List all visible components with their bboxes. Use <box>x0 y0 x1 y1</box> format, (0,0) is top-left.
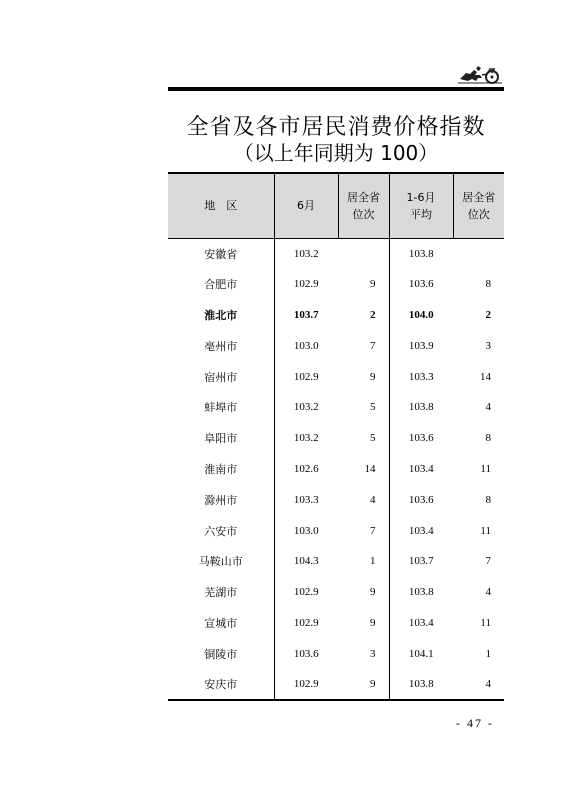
ytd-value-cell: 103.8 <box>389 392 453 423</box>
june-rank-cell: 5 <box>370 432 376 445</box>
page-subtitle: （以上年同期为 100） <box>233 141 439 165</box>
horse-chariot-logo-icon <box>456 57 504 87</box>
region-cell: 淮南市 <box>168 454 274 485</box>
table-row <box>168 577 504 608</box>
june-value-cell: 102.9 <box>293 586 319 599</box>
table-row <box>168 238 504 269</box>
june-value-cell: 103.2 <box>293 432 319 445</box>
table-row <box>168 608 504 639</box>
table-row <box>168 392 504 423</box>
ytd-rank-cell: 8 <box>485 493 491 506</box>
ytd-value-cell: 103.4 <box>389 515 453 546</box>
region-cell: 淮北市 <box>168 300 274 331</box>
table-row <box>168 361 504 392</box>
table-row <box>168 669 504 700</box>
ytd-rank-cell <box>453 238 504 269</box>
table-row <box>168 638 504 669</box>
ytd-rank-cell: 8 <box>485 278 491 291</box>
ytd-rank-cell: 4 <box>485 401 491 414</box>
june-rank-cell: 1 <box>370 555 376 568</box>
ytd-value-cell: 103.8 <box>389 577 453 608</box>
header-ytd-line1: 1-6月 <box>406 190 436 204</box>
ytd-value-cell: 103.8 <box>389 669 453 700</box>
june-value-cell: 103.7 <box>293 308 319 321</box>
header-ytd-rank <box>453 173 504 238</box>
region-cell: 芜湖市 <box>168 577 274 608</box>
region-cell: 宿州市 <box>168 361 274 392</box>
ytd-rank-cell: 14 <box>480 370 491 383</box>
ytd-value-cell: 103.6 <box>389 423 453 454</box>
june-rank-cell: 9 <box>370 616 376 629</box>
ytd-value-cell: 103.7 <box>389 546 453 577</box>
june-rank-cell: 2 <box>370 308 376 321</box>
region-cell: 安徽省 <box>168 238 274 269</box>
june-value-cell: 103.2 <box>293 247 319 260</box>
region-cell: 阜阳市 <box>168 423 274 454</box>
header-june-rank-line2: 位次 <box>352 207 375 221</box>
ytd-rank-cell: 4 <box>485 586 491 599</box>
page-number: - 47 - <box>456 716 494 730</box>
ytd-rank-cell: 11 <box>480 462 491 475</box>
table-row <box>168 269 504 300</box>
table-row <box>168 515 504 546</box>
june-value-cell: 104.3 <box>293 555 319 568</box>
june-rank-cell: 9 <box>370 586 376 599</box>
ytd-rank-cell: 1 <box>485 647 491 660</box>
june-value-cell: 103.6 <box>293 647 319 660</box>
june-value-cell: 103.2 <box>293 401 319 414</box>
june-rank-cell: 7 <box>370 339 376 352</box>
june-rank-cell: 7 <box>370 524 376 537</box>
cpi-table-container <box>168 172 504 701</box>
table-row <box>168 330 504 361</box>
table-header <box>168 173 504 238</box>
table-row <box>168 423 504 454</box>
ytd-value-cell: 104.1 <box>389 638 453 669</box>
header-ytd-rank-line1: 居全省 <box>462 190 496 204</box>
june-value-cell: 103.0 <box>293 524 319 537</box>
header-ytd <box>389 173 453 238</box>
ytd-rank-cell: 2 <box>485 308 491 321</box>
header-june: 6月 <box>274 173 338 238</box>
june-rank-cell: 9 <box>370 278 376 291</box>
ytd-rank-cell: 11 <box>480 616 491 629</box>
header-region: 地 区 <box>204 199 238 213</box>
ytd-value-cell: 103.3 <box>389 361 453 392</box>
june-rank-cell: 5 <box>370 401 376 414</box>
june-value-cell: 102.9 <box>293 278 319 291</box>
june-value-cell: 102.9 <box>293 370 319 383</box>
region-cell: 宣城市 <box>168 608 274 639</box>
ytd-value-cell: 103.6 <box>389 269 453 300</box>
page-title: 全省及各市居民消费价格指数 <box>186 115 486 140</box>
table-body <box>168 238 504 700</box>
region-cell: 六安市 <box>168 515 274 546</box>
ytd-value-cell: 103.6 <box>389 484 453 515</box>
region-cell: 亳州市 <box>168 330 274 361</box>
table-row <box>168 300 504 331</box>
ytd-rank-cell: 4 <box>485 678 491 691</box>
june-value-cell: 102.9 <box>293 616 319 629</box>
header-ytd-rank-line2: 位次 <box>467 207 490 221</box>
june-rank-cell: 9 <box>370 678 376 691</box>
june-rank-cell <box>338 238 389 269</box>
ytd-rank-cell: 7 <box>485 555 491 568</box>
june-value-cell: 103.0 <box>293 339 319 352</box>
header-rule <box>168 87 504 91</box>
cpi-table <box>168 172 504 701</box>
ytd-value-cell: 104.0 <box>389 300 453 331</box>
region-cell: 马鞍山市 <box>168 546 274 577</box>
june-value-cell: 102.6 <box>293 462 319 475</box>
header-june-rank-line1: 居全省 <box>347 190 380 204</box>
june-rank-cell: 9 <box>370 370 376 383</box>
ytd-value-cell: 103.8 <box>389 238 453 269</box>
ytd-rank-cell: 8 <box>485 432 491 445</box>
june-rank-cell: 4 <box>370 493 376 506</box>
june-value-cell: 103.3 <box>293 493 319 506</box>
region-cell: 合肥市 <box>168 269 274 300</box>
ytd-rank-cell: 3 <box>485 339 491 352</box>
header-june-rank <box>338 173 389 238</box>
june-rank-cell: 14 <box>364 462 376 475</box>
june-rank-cell: 3 <box>370 647 376 660</box>
ytd-value-cell: 103.9 <box>389 330 453 361</box>
header-ytd-line2: 平均 <box>410 207 432 221</box>
ytd-value-cell: 103.4 <box>389 454 453 485</box>
ytd-value-cell: 103.4 <box>389 608 453 639</box>
table-row <box>168 546 504 577</box>
ytd-rank-cell: 11 <box>480 524 491 537</box>
region-cell: 铜陵市 <box>168 638 274 669</box>
region-cell: 安庆市 <box>168 669 274 700</box>
region-cell: 滁州市 <box>168 484 274 515</box>
june-value-cell: 102.9 <box>293 678 319 691</box>
table-row <box>168 454 504 485</box>
table-row <box>168 484 504 515</box>
region-cell: 蚌埠市 <box>168 392 274 423</box>
